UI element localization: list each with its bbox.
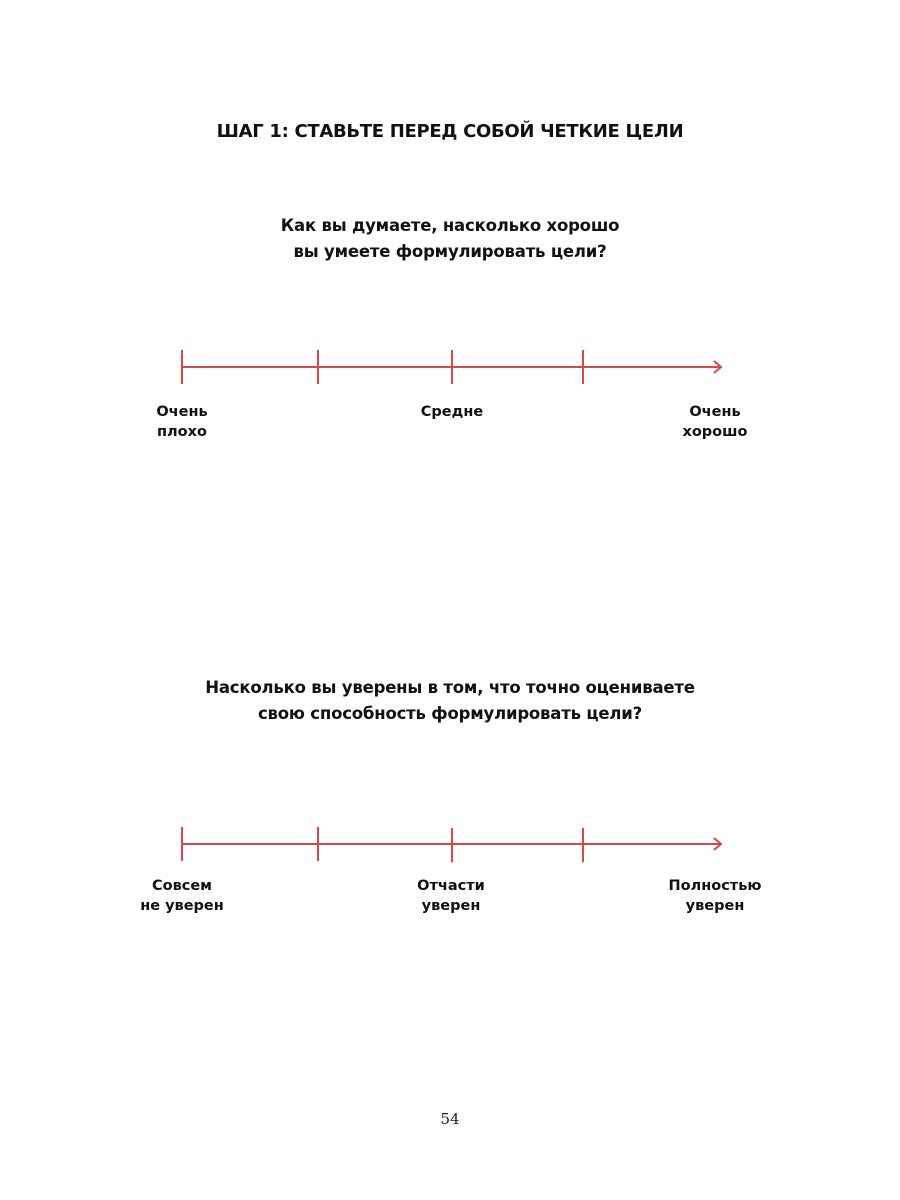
question-1-line-2: вы умеете формулировать цели? [293, 242, 607, 261]
scale-1-label-left-line-1: Очень [156, 404, 208, 420]
scale-2-label-right [635, 876, 795, 916]
scale-1-label-right-line-1: Очень [689, 404, 741, 420]
scale-2-label-left [102, 876, 262, 916]
scale-1-label-middle-line-1: Средне [420, 404, 484, 420]
question-1-line-1: Как вы думаете, насколько хорошо [280, 216, 620, 235]
scale-2-label-middle [371, 876, 531, 916]
scale-1-label-right-line-2: хорошо [682, 424, 748, 440]
rating-scale-1[interactable] [0, 342, 900, 392]
scale-2-label-middle-line-2: уверен [421, 898, 481, 914]
scale-1-label-left-line-2: плохо [157, 424, 207, 440]
scale-2-label-right-line-1: Полностью [668, 878, 762, 894]
page-number: 54 [440, 1110, 460, 1128]
page-heading: ШАГ 1: СТАВЬТЕ ПЕРЕД СОБОЙ ЧЕТКИЕ ЦЕЛИ [216, 121, 684, 142]
question-2 [0, 675, 900, 727]
rating-scale-2[interactable] [0, 819, 900, 869]
scale-1-label-left [102, 402, 262, 442]
scale-2-label-right-line-2: уверен [685, 898, 745, 914]
scale-2-label-left-line-1: Совсем [151, 878, 213, 894]
scale-2-label-left-line-2: не уверен [140, 898, 224, 914]
scale-2-label-middle-line-1: Отчасти [417, 878, 485, 894]
scale-1-label-right [635, 402, 795, 442]
question-2-line-2: свою способность формулировать цели? [257, 704, 643, 723]
scale-1-label-middle [372, 402, 532, 422]
question-2-line-1: Насколько вы уверены в том, что точно оцениваете [205, 678, 695, 697]
question-1 [0, 213, 900, 265]
